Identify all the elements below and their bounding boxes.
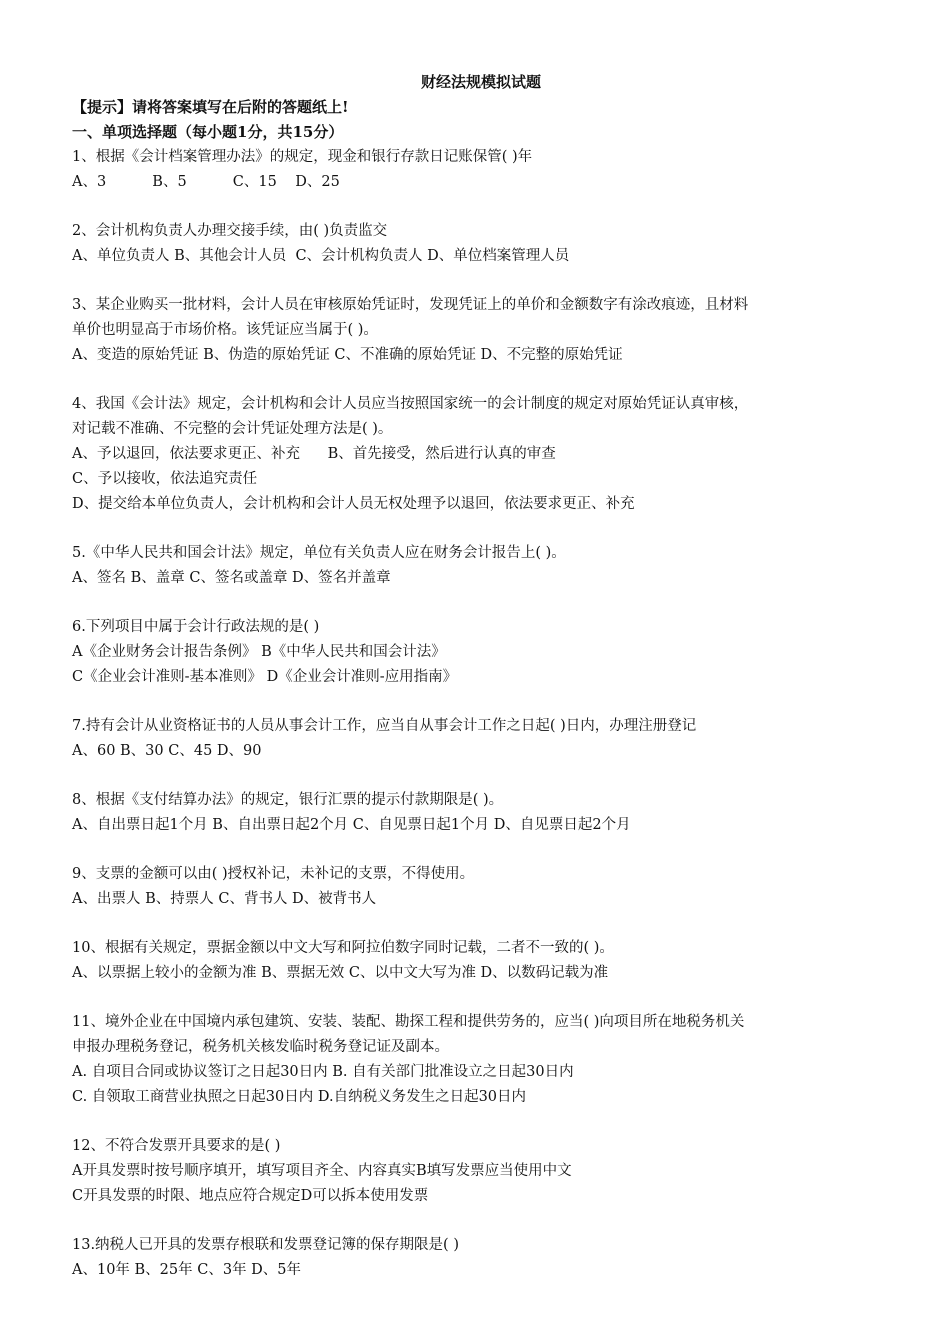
question-text: 11、境外企业在中国境内承包建筑、安装、装配、勘探工程和提供劳务的，应当( )向项目所在地税务机关 (72, 1014, 745, 1030)
question-text: 6.下列项目中属于会计行政法规的是( ) (72, 619, 320, 635)
question-item (72, 788, 890, 838)
answer-options: C《企业会计准则-基本准则》 D《企业会计准则-应用指南》 (72, 669, 458, 685)
question-text: 单价也明显高于市场价格。该凭证应当属于( )。 (72, 322, 378, 338)
question-item (72, 714, 890, 764)
question-item (72, 1010, 890, 1110)
question-text: 10、根据有关规定，票据金额以中文大写和阿拉伯数字同时记载，二者不一致的( )。 (72, 940, 614, 956)
question-text: 对记载不准确、不完整的会计凭证处理方法是( )。 (72, 421, 393, 437)
question-list (72, 145, 890, 1283)
question-text: 7.持有会计从业资格证书的人员从事会计工作，应当自从事会计工作之日起( )日内，办理注册登记 (72, 718, 697, 734)
answer-options: A、出票人 B、持票人 C、背书人 D、被背书人 (72, 891, 377, 907)
answer-options: A《企业财务会计报告条例》 B《中华人民共和国会计法》 (72, 644, 446, 660)
question-item (72, 862, 890, 912)
question-item (72, 219, 890, 269)
question-item (72, 145, 890, 195)
question-text: 3、某企业购买一批材料，会计人员在审核原始凭证时，发现凭证上的单价和金额数字有涂改痕迹，且材料 (72, 297, 749, 313)
question-item (72, 936, 890, 986)
answer-options: C、予以接收，依法追究责任 (72, 471, 258, 487)
answer-options: A、签名 B、盖章 C、签名或盖章 D、签名并盖章 (72, 570, 391, 586)
question-text: 12、不符合发票开具要求的是( ) (72, 1138, 281, 1154)
answer-options: D、提交给本单位负责人，会计机构和会计人员无权处理予以退回，依法要求更正、补充 (72, 496, 635, 512)
answer-options: A、予以退回，依法要求更正、补充 B、首先接受，然后进行认真的审查 (72, 446, 556, 462)
question-item (72, 541, 890, 591)
answer-options: A. 自项目合同或协议签订之日起30日内 B. 自有关部门批准设立之日起30日内 (72, 1064, 574, 1080)
question-item (72, 293, 890, 368)
question-text: 2、会计机构负责人办理交接手续，由( )负责监交 (72, 223, 388, 239)
answer-options: C. 自领取工商营业执照之日起30日内 D.自纳税义务发生之日起30日内 (72, 1089, 527, 1105)
question-item (72, 615, 890, 690)
question-item (72, 1134, 890, 1209)
answer-options: C开具发票的时限、地点应符合规定D可以拆本使用发票 (72, 1188, 429, 1204)
answer-options: A、10年 B、25年 C、3年 D、5年 (72, 1262, 302, 1278)
question-text: 4、我国《会计法》规定，会计机构和会计人员应当按照国家统一的会计制度的规定对原始凭证认真审核， (72, 396, 749, 412)
question-text: 8、根据《支付结算办法》的规定，银行汇票的提示付款期限是( )。 (72, 792, 504, 808)
answer-options: A、变造的原始凭证 B、伪造的原始凭证 C、不准确的原始凭证 D、不完整的原始凭证 (72, 347, 623, 363)
page-title: 财经法规模拟试题 (420, 73, 541, 91)
question-text: 13.纳税人已开具的发票存根联和发票登记簿的保存期限是( ) (72, 1237, 459, 1253)
question-text: 5.《中华人民共和国会计法》规定，单位有关负责人应在财务会计报告上( )。 (72, 545, 566, 561)
question-item (72, 1233, 890, 1283)
tip-note: 【提示】请将答案填写在后附的答题纸上! (72, 98, 349, 116)
question-text: 1、根据《会计档案管理办法》的规定，现金和银行存款日记账保管( )年 (72, 149, 533, 165)
section-title: 一、单项选择题（每小题1分，共15分） (72, 123, 344, 141)
question-text: 9、支票的金额可以由( )授权补记，未补记的支票，不得使用。 (72, 866, 475, 882)
answer-options: A、自出票日起1个月 B、自出票日起2个月 C、自见票日起1个月 D、自见票日起2个月 (72, 817, 631, 833)
answer-options: A、单位负责人 B、其他会计人员 C、会计机构负责人 D、单位档案管理人员 (72, 248, 570, 264)
answer-options: A开具发票时按号顺序填开，填写项目齐全、内容真实B填写发票应当使用中文 (72, 1163, 572, 1179)
answer-options: A、3 B、5 C、15 D、25 (72, 174, 340, 190)
question-text: 申报办理税务登记，税务机关核发临时税务登记证及副本。 (72, 1039, 449, 1055)
question-item (72, 392, 890, 517)
answer-options: A、60 B、30 C、45 D、90 (72, 743, 262, 759)
answer-options: A、以票据上较小的金额为准 B、票据无效 C、以中文大写为准 D、以数码记载为准 (72, 965, 609, 981)
